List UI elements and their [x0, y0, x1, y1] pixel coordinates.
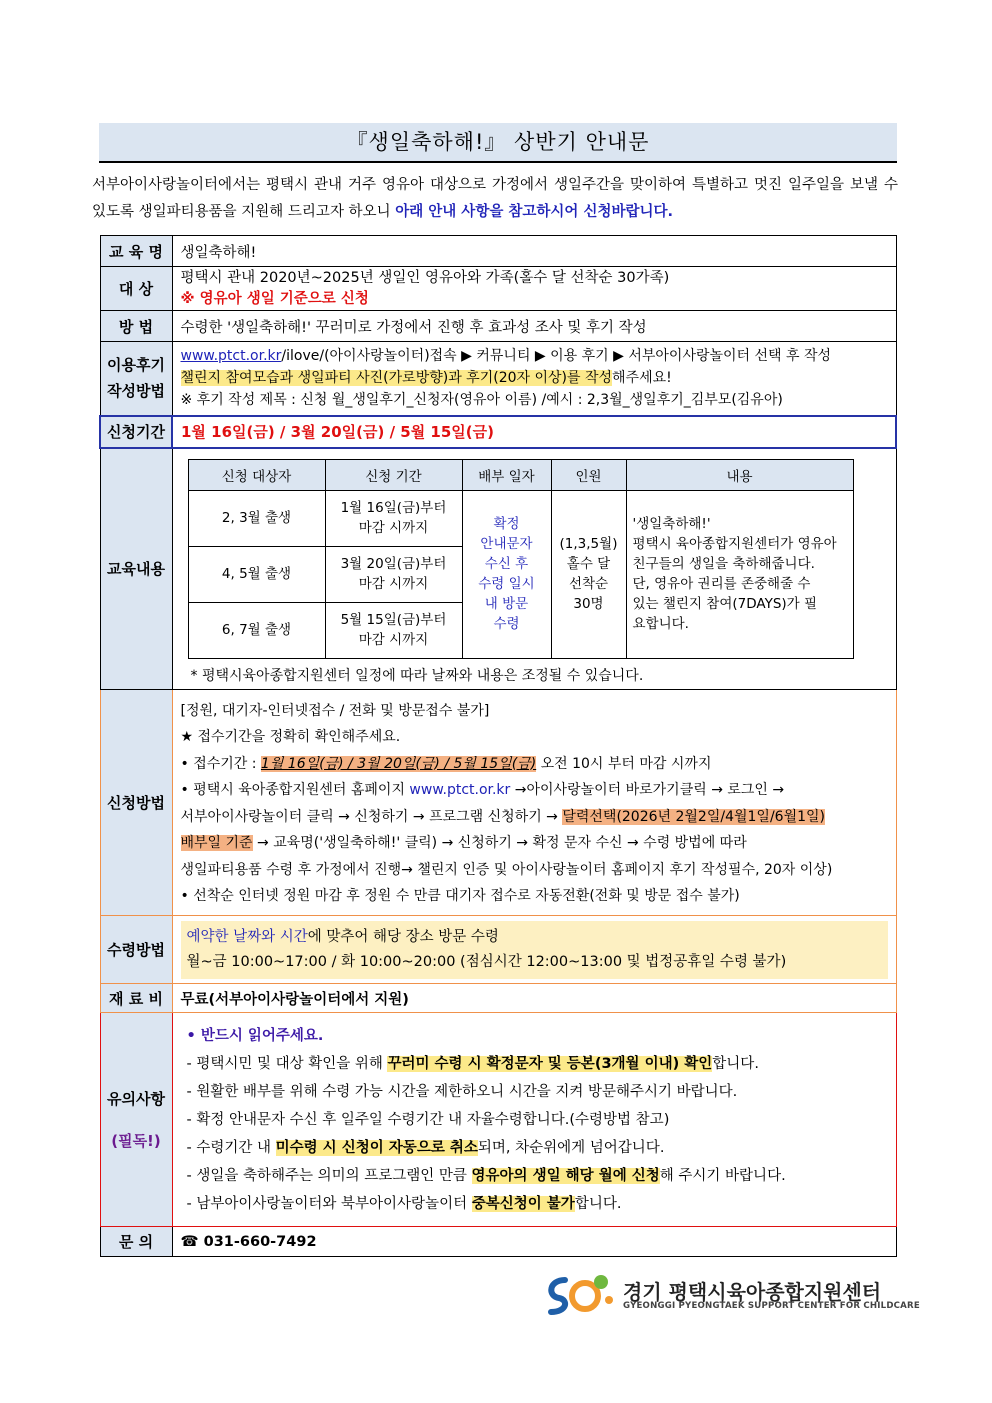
- intro-paragraph: [92, 172, 898, 226]
- apply-line8: • 선착순 인터넷 정원 마감 후 정원 수 만큼 대기자 접수로 자동전환(전화 및 방문 접수 불가): [180, 888, 740, 904]
- apply-calendar-highlight: 달력선택(2026년 2월2일/4월1일/6월1일): [562, 808, 825, 825]
- row-content: [100, 448, 896, 690]
- target-line1: 평택시 관내 2020년~2025년 생일인 영유아와 가족(홀수 달 선착순 30가족): [180, 269, 670, 286]
- row-notes: 유의사항 (필독!) • 반드시 읽어주세요. - 평택시민 및 대상 확인을 위해 꾸러미 수령 시 확정문자 및 등본(3개월 이내) 확인합니다. - 원활한 배부를 위해 수령 가능 시간을 제한하오니 시간을 지켜 방문해주시기 바랍니다. - 확정 안내문자 수신 후 일주일 수령기간 내 자율수령합니다.(수령방법 참고) - 수령기간 내 미수령 시 신청이 자동으로 취소되며, 차순위에게 넘어갑니다. - 생일을 축하해주는 의미의 프로그램인 만큼 영유아의 생일 해당 월에 신청해 주시기 바랍니다. - 남부아이사랑놀이터와 북부아이사랑놀이터 중복신청이 불가합니다.: [100, 1013, 896, 1227]
- notes-highlight: 중복신청이 불가: [471, 1195, 575, 1212]
- label-apply: 신청방법: [100, 690, 172, 916]
- apply-line2: ★ 접수기간을 정확히 확인해주세요.: [180, 729, 401, 745]
- schedule-target: 4, 5월 출생: [188, 546, 325, 602]
- value-fee: 무료(서부아이사랑놀이터에서 지원): [172, 984, 896, 1013]
- schedule-header: 배부 일자: [462, 459, 551, 490]
- schedule-target: 2, 3월 출생: [188, 490, 325, 546]
- target-line2: ※ 영유아 생일 기준으로 신청: [180, 290, 369, 307]
- value-program: 생일축하해!: [172, 236, 896, 267]
- intro-text: 서부아이사랑놀이터에서는 평택시 관내 거주 영유아 대상으로 가정에서 생일주간을 맞이하여 특별하고 멋진 일주일을 보낼 수 있도록 생일파티용품을 지원해 드리고자 하오니: [92, 177, 898, 220]
- label-review-1: 이용후기: [107, 356, 165, 375]
- row-target: [100, 267, 896, 311]
- row-program: [100, 236, 896, 267]
- notes-line3: - 확정 안내문자 수신 후 일주일 수령기간 내 자율수령합니다.(수령방법 참고): [186, 1111, 670, 1128]
- row-contact: [100, 1227, 896, 1257]
- center-name: 경기 평택시육아종합지원센터: [623, 1280, 882, 1304]
- review-line3: ※ 후기 작성 제목 : 신청 월_생일후기_신청자(영유아 이름) /예시 : 2,3월_생일후기_김부모(김유아): [180, 392, 783, 409]
- page-title: 『생일축하해!』 상반기 안내문: [99, 123, 897, 163]
- apply-line7: 생일파티용품 수령 후 가정에서 진행→ 챌린지 인증 및 아이사랑놀이터 홈페이지 후기 작성필수, 20자 이상): [180, 861, 833, 878]
- schedule-header: 신청 기간: [325, 459, 462, 490]
- apply-line1: [정원, 대기자-인터넷접수 / 전화 및 방문접수 불가]: [180, 702, 490, 719]
- schedule-table: [188, 459, 854, 659]
- row-method: [100, 311, 896, 342]
- schedule-header: 인원: [551, 459, 626, 490]
- schedule-capacity: (1,3,5월) 홀수 달 선착순 30명: [551, 490, 626, 658]
- receive-hours: 월~금 10:00~17:00 / 화 10:00~20:00 (점심시간 12:00~13:00 및 법정공휴일 수령 불가): [186, 953, 787, 970]
- label-target: 대 상: [100, 267, 172, 311]
- value-period: 1월 16일(금) / 3월 20일(금) / 5월 15일(금): [172, 416, 896, 448]
- label-period: 신청기간: [100, 416, 172, 448]
- schedule-period: 1월 16일(금)부터 마감 시까지: [325, 490, 462, 546]
- schedule-note: * 평택시육아종합지원센터 일정에 따라 날짜와 내용은 조정될 수 있습니다.: [190, 667, 644, 684]
- schedule-description: '생일축하해!' 평택시 육아종합지원센터가 영유아 친구들의 생일을 축하해줍니다. 단, 영유아 권리를 존중해줄 수 있는 챌린지 참여(7DAYS)가 필 요합니다.: [626, 490, 853, 658]
- review-line2-rest: 해주세요!: [612, 370, 672, 387]
- notes-highlight: 꾸러미 수령 시 확정문자 및 등본(3개월 이내) 확인: [387, 1055, 713, 1072]
- label-program: 교 육 명: [100, 236, 172, 267]
- intro-emphasis: 아래 안내 사항을 참고하시어 신청바랍니다.: [395, 204, 674, 220]
- schedule-period: 3월 20일(금)부터 마감 시까지: [325, 546, 462, 602]
- value-contact: ☎ 031-660-7492: [172, 1227, 896, 1257]
- schedule-distribution: 확정 안내문자 수신 후 수령 일시 내 방문 수령: [462, 490, 551, 658]
- notes-highlight: 미수령 시 신청이 자동으로 취소: [275, 1139, 478, 1156]
- apply-basis-highlight: 배부일 기준: [180, 835, 253, 851]
- label-fee: 재 료 비: [100, 984, 172, 1013]
- label-review-2: 작성방법: [107, 382, 165, 401]
- row-period: [100, 416, 896, 448]
- schedule-header: 내용: [626, 459, 853, 490]
- row-fee: [100, 984, 896, 1013]
- schedule-period: 5월 15일(금)부터 마감 시까지: [325, 602, 462, 658]
- apply-link[interactable]: www.ptct.or.kr: [409, 782, 511, 798]
- value-method: 수령한 '생일축하해!' 꾸러미로 가정에서 진행 후 효과성 조사 및 후기 작성: [172, 311, 896, 342]
- info-table: [99, 235, 897, 1257]
- row-apply: 신청방법 [정원, 대기자-인터넷접수 / 전화 및 방문접수 불가] ★ 접수기간을 정확히 확인해주세요. • 접수기간 : 1월 16일(금) / 3월 20일(금) / 5월 15일(금) 오전 10시 부터 마감 시까지 • 평택시 육아종합지원센터 홈페이지 www.ptct.or.kr →아이사랑놀이터 바로가기클릭 → 로그인 → 서부아이사랑놀이터 클릭 → 신청하기 → 프로그램 신청하기 → 달력선택(2026년 2월2일/4월1일/6월1일) 배부일 기준 → 교육명('생일축하해!' 클릭) → 신청하기 → 확정 문자 수신 → 수령 방법에 따라 생일파티용품 수령 후 가정에서 진행→ 챌린지 인증 및 아이사랑놀이터 홈페이지 후기 작성필수, 20자 이상) • 선착순 인터넷 정원 마감 후 정원 수 만큼 대기자 접수로 자동전환(전화 및 방문 접수 불가): [100, 690, 896, 916]
- notes-line2: - 원활한 배부를 위해 수령 가능 시간을 제한하오니 시간을 지켜 방문해주시기 바랍니다.: [186, 1083, 738, 1100]
- label-method: 방 법: [100, 311, 172, 342]
- schedule-target: 6, 7월 출생: [188, 602, 325, 658]
- label-contact: 문 의: [100, 1227, 172, 1257]
- label-must-read: (필독!): [111, 1131, 161, 1150]
- row-receive: 수령방법 예약한 날짜와 시간에 맞추어 해당 장소 방문 수령 월~금 10:00~17:00 / 화 10:00~20:00 (점심시간 12:00~13:00 및 법정공휴일 수령 불가): [100, 916, 896, 984]
- center-name-english: GYEONGGI PYEONGTAEK SUPPORT CENTER FOR CHILDCARE: [623, 1301, 920, 1311]
- notes-highlight: 영유아의 생일 해당 월에 신청: [471, 1167, 660, 1184]
- label-receive: 수령방법: [100, 916, 172, 984]
- notes-head: • 반드시 읽어주세요.: [186, 1027, 324, 1044]
- label-content: 교육내용: [100, 448, 172, 690]
- review-link[interactable]: www.ptct.or.kr: [180, 348, 282, 365]
- label-notes: 유의사항: [107, 1089, 165, 1108]
- review-line2-highlight: 챌린지 참여모습과 생일파티 사진(가로방향)과 후기(20자 이상)를 작성: [180, 370, 613, 387]
- schedule-header: 신청 대상자: [188, 459, 325, 490]
- row-review: [100, 342, 896, 416]
- review-line1: /ilove/(아이사랑놀이터)접속 ▶ 커뮤니티 ▶ 이용 후기 ▶ 서부아이사랑놀이터 선택 후 작성: [281, 348, 832, 365]
- center-logo-icon: [543, 1270, 623, 1318]
- apply-period-highlight: 1월 16일(금) / 3월 20일(금) / 5월 15일(금): [260, 755, 537, 772]
- receive-highlight: 예약한 날짜와 시간: [186, 928, 308, 945]
